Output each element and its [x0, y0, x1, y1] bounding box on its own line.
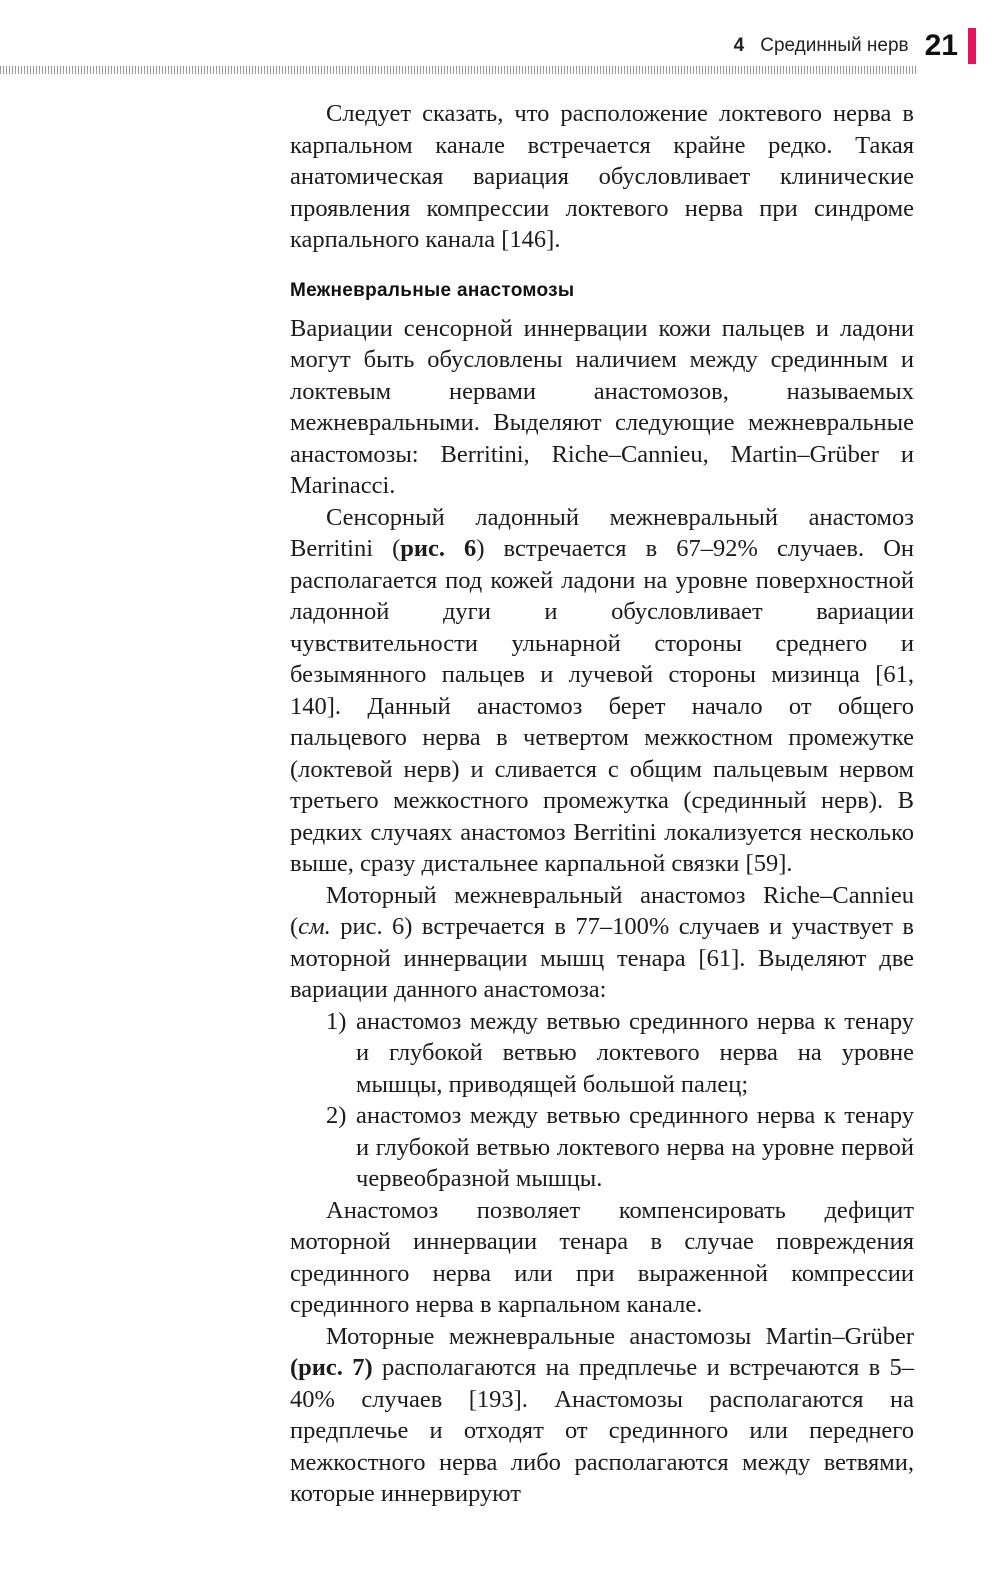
running-header: [734, 26, 976, 66]
chapter-title: Срединный нерв: [760, 35, 909, 56]
text-run: Сенсорный ладонный межневральный анастомоз Berritini (: [290, 503, 914, 562]
paragraph-ulnar-nerve-location: Следует сказать, что расположение локтевого нерва в карпальном канале встречается крайне редко. Такая анатомическая вариация обусловливает клинические проявления компрессии локтевого нерва при синдроме карпального канала [146].: [290, 100, 914, 253]
text-run: ) встречается в 67–92% случаев. Он располагается под кожей ладони на уровне поверхностной ладонной дуги и обусловливает вариации чувствительности ульнарной стороны среднего и безымянного пальцев и лучевой стороны мизинца [61, 140]. Данный анастомоз берет начало от общего пальцевого нерва в четвертом межкостном промежутке (локтевой нерв) и сливается с общим пальцевым нервом третьего межкостного промежутка (срединный нерв). В редких случаях анастомоз Berritini локализуется несколько выше, сразу дистальнее карпальной связки [59].: [290, 535, 915, 877]
text-run: Моторный межневральный анастомоз Riche–Cannieu (: [290, 881, 914, 940]
list-item: [290, 1100, 914, 1195]
figure-reference: (рис. 7): [290, 1354, 373, 1381]
chapter-number: 4: [733, 35, 745, 56]
paragraph-martin-gruber: [290, 1321, 914, 1510]
section-heading: Межневральные анастомозы: [290, 279, 575, 301]
list-item-text: анастомоз между ветвью срединного нерва к тенару и глубокой ветвью локтевого нерва на уровне первой червеобразной мышцы.: [356, 1102, 914, 1192]
text-run: располагаются на предплечье и встречаются в 5–40% случаев [193]. Анастомозы располагаются на предплечье и отходят от срединного или переднего межкостного нерва либо располагаются между ветвями, которые иннервируют: [290, 1354, 914, 1507]
list-item-text: анастомоз между ветвью срединного нерва к тенару и глубокой ветвью локтевого нерва на уровне мышцы, приводящей большой палец;: [356, 1007, 914, 1098]
see-reference: см.: [298, 913, 331, 940]
paragraph-berritini: [290, 502, 914, 880]
list-item: [290, 1006, 914, 1101]
page-body: [290, 98, 914, 1510]
list-item-number: 1): [326, 1007, 347, 1035]
text-run: Моторные межневральные анастомозы Martin–Grüber: [326, 1322, 914, 1350]
text-run: рис. 6) встречается в 77–100% случаев и участвует в моторной иннервации мышц тенара [61]. Выделяют две вариации данного анастомоза:: [290, 913, 914, 1003]
paragraph-compensation: Анастомоз позволяет компенсировать дефицит моторной иннервации тенара в случае повреждения срединного нерва или при выраженной компрессии срединного нерва в карпальном канале.: [290, 1196, 914, 1318]
figure-reference: рис. 6: [400, 535, 477, 562]
header-rule: [0, 66, 916, 74]
paragraph-anastomoses-intro: Вариации сенсорной иннервации кожи пальцев и ладони могут быть обусловлены наличием между срединным и локтевым нервами анастомозов, называемых межневральными. Выделяют следующие межневральные анастомозы: Berritini, Riche–Cannieu, Martin–Grüber и Marinacci.: [290, 314, 914, 499]
paragraph-riche-cannieu: [290, 880, 914, 1006]
variants-list: [290, 1006, 914, 1195]
chapter-color-tab: [968, 28, 976, 64]
list-item-number: 2): [326, 1102, 347, 1129]
page-number: 21: [924, 29, 958, 62]
